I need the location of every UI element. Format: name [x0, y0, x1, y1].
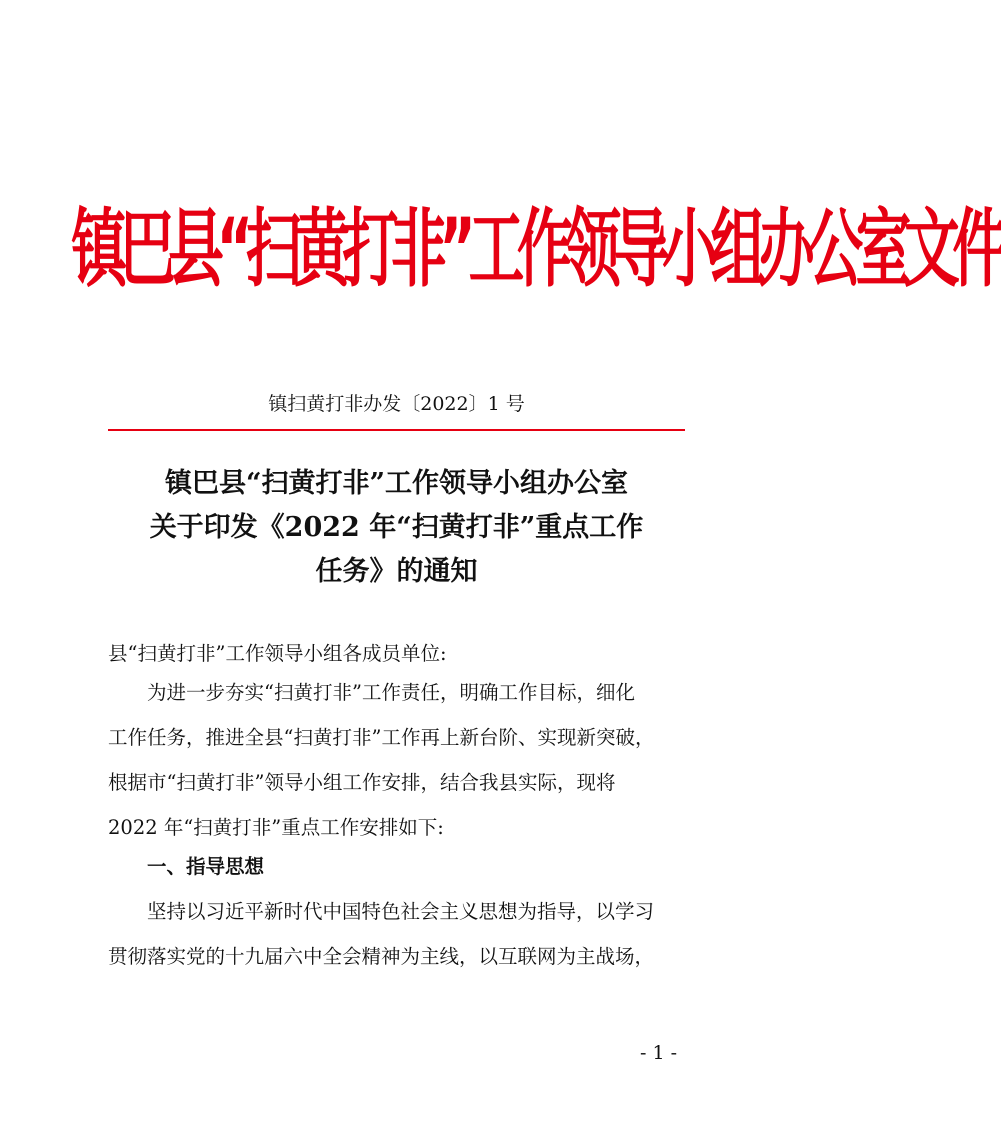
notice-title — [0, 462, 793, 594]
paragraph-1-line-1: 为进一步夯实“扫黄打非”工作责任，明确工作目标，细化 — [147, 681, 635, 704]
section-heading-guiding-ideology: 一、指导思想 — [147, 855, 265, 878]
paragraph-1-line-4: 2022 年“扫黄打非”重点工作安排如下: — [108, 816, 444, 839]
notice-title-line-3: 任务》的通知 — [315, 556, 478, 587]
document-masthead: 镇巴县“扫黄打非”工作领导小组办公室文件 — [71, 201, 1001, 300]
paragraph-1-line-3: 根据市“扫黄打非”领导小组工作安排，结合我县实际，现将 — [108, 771, 616, 794]
paragraph-2-line-2: 贯彻落实党的十九届六中全会精神为主线，以互联网为主战场， — [108, 945, 655, 968]
paragraph-2-line-1: 坚持以习近平新时代中国特色社会主义思想为指导，以学习 — [147, 900, 655, 923]
document-number: 镇扫黄打非办发〔2022〕1 号 — [268, 393, 525, 415]
salutation: 县“扫黄打非”工作领导小组各成员单位: — [108, 642, 447, 665]
notice-title-line-2: 关于印发《2022 年“扫黄打非”重点工作 — [149, 512, 644, 543]
paragraph-1-line-2: 工作任务，推进全县“扫黄打非”工作再上新台阶、实现新突破， — [108, 726, 655, 749]
red-divider-line — [108, 429, 685, 431]
page-number: - 1 - — [640, 1042, 678, 1064]
notice-title-line-1: 镇巴县“扫黄打非”工作领导小组办公室 — [164, 468, 629, 499]
